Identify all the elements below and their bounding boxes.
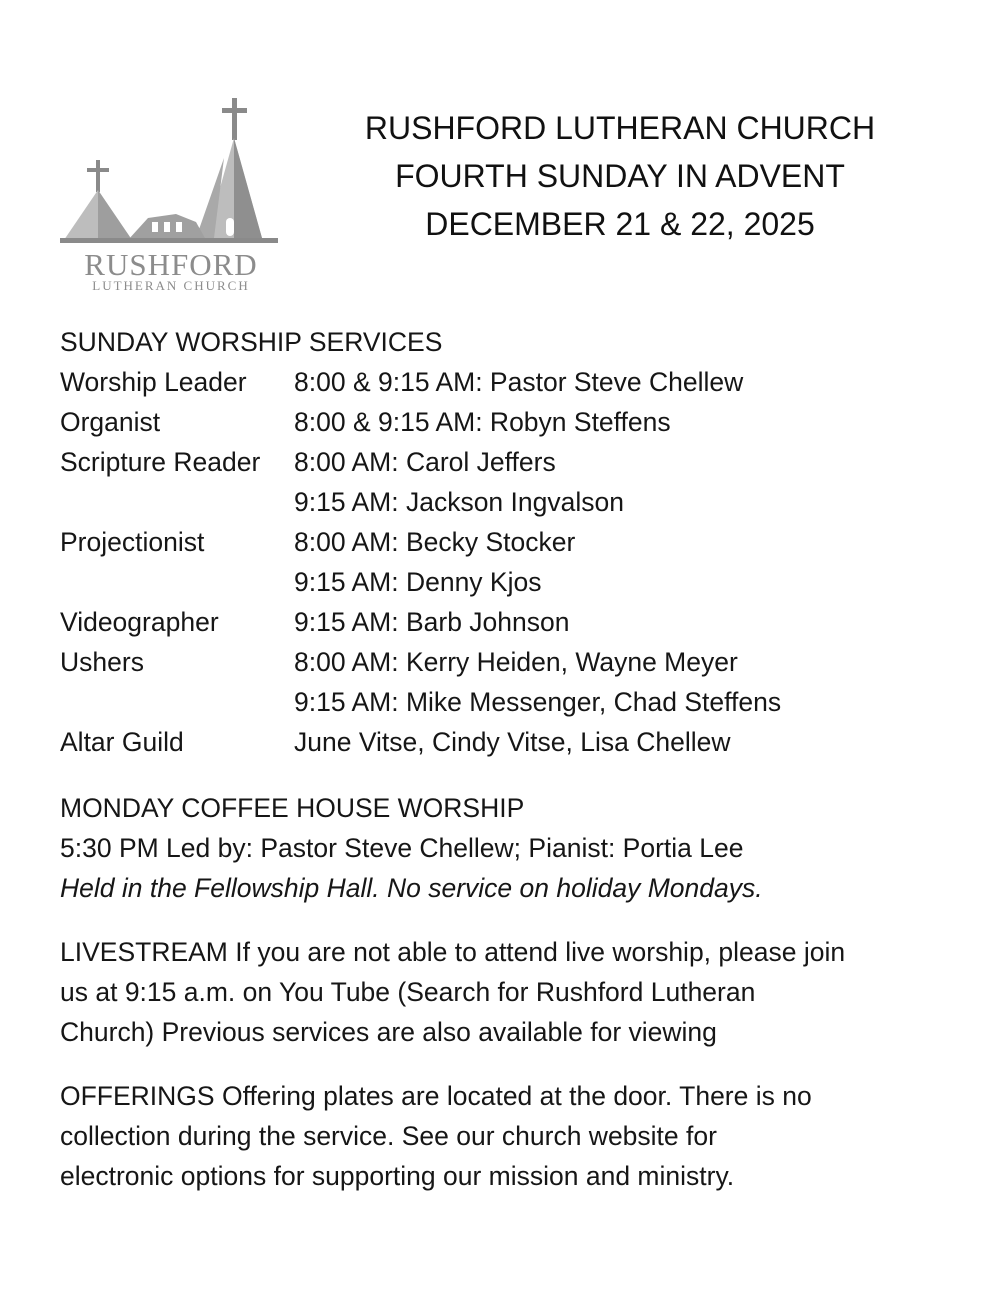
roster-role — [60, 562, 294, 602]
roster-row — [60, 562, 960, 602]
church-logo — [56, 98, 284, 294]
roster-row — [60, 362, 960, 402]
roster-row — [60, 722, 960, 762]
roster-assignment: 8:00 AM: Carol Jeffers — [294, 447, 556, 477]
roster-row — [60, 602, 960, 642]
church-name: RUSHFORD LUTHERAN CHURCH — [364, 110, 876, 146]
roster-role — [60, 482, 294, 522]
roster-role: Ushers — [60, 647, 144, 677]
roster-assignment: 9:15 AM: Denny Kjos — [294, 567, 542, 597]
roster-role: Organist — [60, 407, 161, 437]
roster-assignment: June Vitse, Cindy Vitse, Lisa Chellew — [294, 727, 731, 757]
roster-row — [60, 522, 960, 562]
section-spacer — [60, 762, 960, 788]
service-dates: DECEMBER 21 & 22, 2025 — [425, 206, 815, 242]
roster-assignment: 8:00 & 9:15 AM: Pastor Steve Chellew — [294, 367, 744, 397]
roster-role: Projectionist — [60, 527, 205, 557]
monday-details: 5:30 PM Led by: Pastor Steve Chellew; Pianist: Portia Lee — [60, 833, 744, 863]
roster-row — [60, 442, 960, 482]
roster-role: Videographer — [60, 607, 219, 637]
roster-assignment: 9:15 AM: Barb Johnson — [294, 607, 570, 637]
livestream-line: LIVESTREAM If you are not able to attend live worship, please join — [60, 937, 846, 967]
roster-assignment: 8:00 AM: Becky Stocker — [294, 527, 576, 557]
roster-row — [60, 642, 960, 682]
section-spacer — [60, 1052, 960, 1076]
livestream-line: Church) Previous services are also available for viewing — [60, 1017, 717, 1047]
bulletin-body — [60, 322, 960, 1196]
section-spacer — [60, 908, 960, 932]
sunday-section-title: SUNDAY WORSHIP SERVICES — [60, 327, 443, 357]
bulletin-header — [330, 104, 910, 248]
roster-role — [60, 682, 294, 722]
monday-section-title: MONDAY COFFEE HOUSE WORSHIP — [60, 793, 525, 823]
roster-row — [60, 682, 960, 722]
logo-subword: LUTHERAN CHURCH — [92, 278, 250, 293]
monday-location-note: Held in the Fellowship Hall. No service on holiday Mondays. — [60, 873, 763, 903]
offerings-line: collection during the service. See our church website for — [60, 1121, 717, 1151]
service-occasion: FOURTH SUNDAY IN ADVENT — [395, 158, 845, 194]
logo-wordmark: RUSHFORD — [84, 247, 258, 282]
roster-row — [60, 482, 960, 522]
roster-role: Scripture Reader — [60, 447, 261, 477]
roster-row — [60, 402, 960, 442]
offerings-line: electronic options for supporting our mission and ministry. — [60, 1161, 735, 1191]
roster-assignment: 9:15 AM: Mike Messenger, Chad Steffens — [294, 687, 782, 717]
roster-assignment: 8:00 AM: Kerry Heiden, Wayne Meyer — [294, 647, 738, 677]
roster-assignment: 9:15 AM: Jackson Ingvalson — [294, 487, 624, 517]
livestream-line: us at 9:15 a.m. on You Tube (Search for Rushford Lutheran — [60, 977, 756, 1007]
offerings-line: OFFERINGS Offering plates are located at the door. There is no — [60, 1081, 812, 1111]
roster-role: Altar Guild — [60, 727, 184, 757]
roster-assignment: 8:00 & 9:15 AM: Robyn Steffens — [294, 407, 671, 437]
church-logo-icon — [56, 98, 284, 294]
roster-role: Worship Leader — [60, 367, 247, 397]
